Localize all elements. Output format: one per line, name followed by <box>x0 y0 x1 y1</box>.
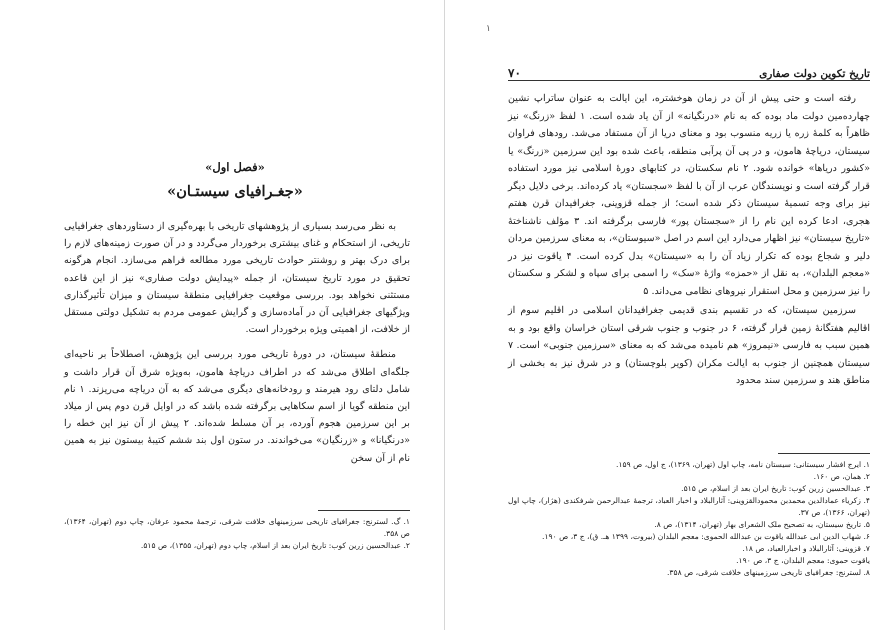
footnote: ۴. زکریاء عمادالدین محمدبن محمودالقزوینی: آثارالبلاد و اخبار العباد، ترجمهٔ عبدالرحمن شرفکندی (هژار)، چاپ اول (تهران، ۱۳۶۶)، ص ۳۷. <box>508 496 870 517</box>
footnote: یاقوت حموی: معجم البلدان، ج ۳، ص ۱۹۰. <box>736 556 870 565</box>
paragraph: رفته است و حتی پیش از آن در زمان هوخشتره، این ایالت به عنوان ساتراپ نشین چهارده‌مین دولت ماد بوده که به نام «درنگیانه» از آن یاد شده است. ۱ لفظ «زرنگ» نیز ظاهراً به کلمهٔ زره یا زریه منسوب بود و معنای دریا از آن مستفاد می‌شد. رودهای فراوان سیستان، دریاچهٔ هامون، و در پی آن پرآبی منطقه، باعث شده بود این سرزمین «زرنگ» یا «کشور دریاها» خوانده شود. ۲ نام سکستان، در کتابهای دورهٔ اسلامی نیز مورد استفاده قرار گرفته است و نویسندگان عرب از آن با لفظ «سجستان» یاد کرده‌اند. برخی دلایل دیگر نیز برای وجه تسمیهٔ سیستان ذکر شده است؛ از جمله قزوینی، جغرافیدان قرن هفتم هجری، ادعا کرده این نام را از «سجستان پور» فارسی برگرفته اند. ۳ مؤلف ناشناختهٔ «تاریخ سیستان» نیز اظهار می‌دارد این اسم در اصل «سیوستان»، به معنای سرزمین مردان دلیر و شجاع بوده که تکرار زیاد آن را به «سیستان» بدل کرده است. ۴ یاقوت نیز در «معجم البلدان»، به نقل از «حمزه» واژهٔ «سک» را اسمی برای سپاه و لشکر و سکستان را نیز سرزمین و محل استقرار نیروهای نظامی می‌داند. ۵ <box>508 93 871 297</box>
paragraph: منطقهٔ سیستان، در دورهٔ تاریخی مورد بررسی این پژوهش، اصطلاحاً بر ناحیه‌ای جلگه‌ای اطلاق می‌شد که در اطراف دریاچهٔ هامون، به‌ویژه شرق آن قرار داشت و شامل دلتای رود هیرمند و رودخانه‌های دیگری می‌شد که به آن دریاچه می‌ریزند. ۱ نام این منطقه گویا از اسم سکاهایی برگرفته شده باشد که در اوایل قرن دوم پس از میلاد بر این سرزمین هجوم آورده، بر آن مسلط شده‌اند. ۲ پیش از آن نیز این خطه را «درنگیانا» و «زرنگیان» می‌خواندند. در ستون اول بند ششم کتیبهٔ بیستون نیز به همین نام از آن سخن <box>64 349 411 464</box>
left-footnotes <box>64 516 410 552</box>
footnote: ۵. تاریخ سیستان، به تصحیح ملک الشعرای بهار (تهران، ۱۳۱۴)، ص ۸. <box>654 520 870 529</box>
chapter-title: «جغـرافیای سیستـان» <box>167 183 303 200</box>
right-page <box>445 0 889 630</box>
footnote: ۶. شهاب الدین ابی عبدالله یاقوت بن عبدالله الحموی: معجم البلدان (بیروت، ۱۳۹۹ هـ. ق)، ج ۳، ص ۱۹۰. <box>542 532 870 541</box>
footnote: ۱. گ. لسترنج: جغرافیای تاریخی سرزمینهای خلافت شرقی، ترجمهٔ محمود عرفان، چاپ دوم (تهران، ۱۳۶۴)، ص ۳۵۸. <box>64 517 410 538</box>
page-number: ۷۰ <box>508 66 521 80</box>
right-footnotes <box>508 459 870 579</box>
footnote: ۸. لسترنج: جغرافیای تاریخی سرزمینهای خلافت شرقی، ص ۳۵۸. <box>667 568 870 577</box>
footnote: ۲. عبدالحسین زرین کوب: تاریخ ایران بعد از اسلام، چاپ دوم (تهران، ۱۳۵۵)، ص ۵۱۵. <box>140 541 410 550</box>
right-body-text <box>508 90 870 392</box>
left-page <box>0 0 444 630</box>
chapter-label: «فصل اول» <box>205 160 265 174</box>
running-head-title: تاریخ تکوین دولت صفاری <box>759 68 870 80</box>
footnote-divider <box>778 453 870 454</box>
paragraph: به نظر می‌رسد بسیاری از پژوهشهای تاریخی با بهره‌گیری از دستاوردهای جغرافیایی تاریخی، از استحکام و غنای بیشتری برخوردار می‌گردد و در آن صورت زمینه‌های لازم را برای درک بهتر و روشنتر حوادث تاریخی مورد مطالعه فراهم می‌سازد. انجام هرگونه تحقیق در مورد تاریخ سیستان، از جمله «پیدایش دولت صفاری» نیز از این قاعده مستثنی نخواهد بود. بررسی موقعیت جغرافیایی منطقهٔ سیستان و میزان تأثیرگذاری ویژگیهای جغرافیایی آن در آماده‌سازی و گرایش عمومی مردم به تشکیل دولتی مستقل از خلافت، از اهمیتی ویژه برخوردار است. <box>64 221 410 336</box>
footnote: ۳. عبدالحسین زرین کوب: تاریخ ایران بعد از اسلام، ص ۵۱۵. <box>681 484 870 493</box>
left-body-text <box>64 218 410 475</box>
page-mark: ۱ <box>486 24 491 34</box>
footnote: ۷. قزوینی: آثارالبلاد و اخبارالعباد، ص ۱۸. <box>742 544 870 553</box>
footnote: ۱. ایرج افشار سیستانی: سیستان نامه، چاپ اول (تهران، ۱۳۶۹)، ج اول، ص ۱۵۹. <box>616 460 870 469</box>
running-head <box>508 62 870 81</box>
footnote: ۲. همان، ص ۱۶۰. <box>813 472 870 481</box>
footnote-divider <box>318 510 410 511</box>
paragraph: سرزمین سیستان، که در تقسیم بندی قدیمی جغرافیدانان اسلامی در اقلیم سوم از اقالیم هفتگانهٔ زمین قرار گرفته، ۶ در جنوب و جنوب شرقی استان خراسان واقع بود و به همین سبب به فارسی «نیمروز» هم نامیده می‌شد که به معنای «سرزمین جنوبی» است. ۷ سیستان همچنین از جنوب به ایالت مکران (کویر بلوچستان) و در شرق نیز به بخشی از مناطق هند و سرزمین سند محدود <box>508 305 870 386</box>
